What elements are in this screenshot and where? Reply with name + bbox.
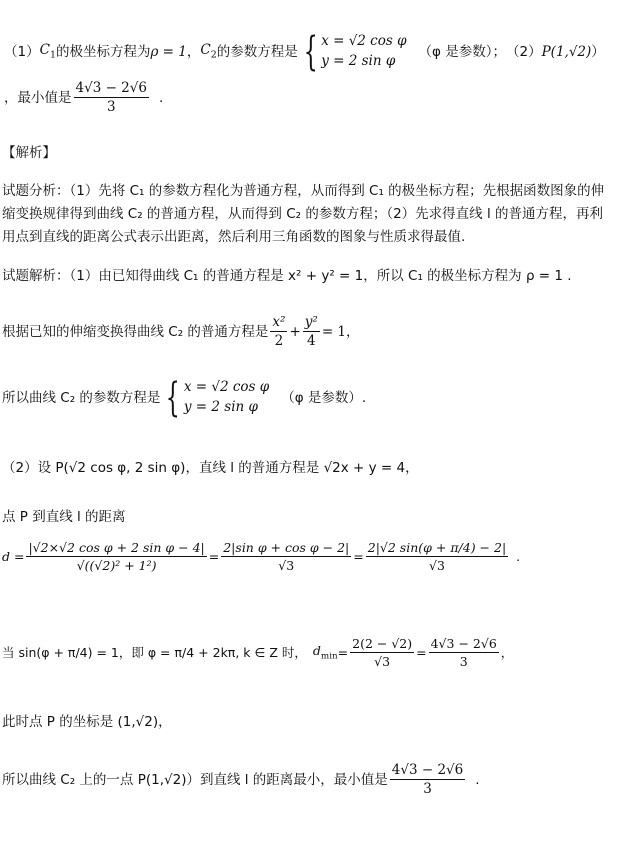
fraction-denominator: √3 (429, 558, 445, 573)
period: . (475, 771, 480, 788)
c2-param-label: 的参数方程是 (216, 43, 298, 60)
fraction-denominator: 3 (106, 99, 116, 116)
min-value-fraction (74, 80, 149, 115)
answer-line-1 (4, 29, 605, 75)
equals-one: = 1， (321, 323, 360, 340)
fraction-denominator: √3 (374, 654, 391, 669)
fraction-denominator: 2 (274, 333, 284, 350)
dmin-fraction-2 (429, 636, 499, 669)
c2-ordinary-label: 根据已知的伸缩变换得曲线 C₂ 的普通方程是 (2, 323, 269, 340)
c2-param-system-2 (160, 375, 270, 421)
left-brace-icon: { (166, 375, 181, 421)
fraction-y2-over-4 (303, 314, 320, 349)
system-row-x: x = √2 cos φ (183, 379, 270, 396)
equals-sign: = (416, 645, 427, 660)
solution-line-4: （2）设 P(√2 cos φ, 2 sin φ)，直线 l 的普通方程是 √2x + y = 4， (2, 460, 419, 476)
c1-symbol: $C_1$ (39, 42, 56, 62)
fraction-denominator: 4 (306, 333, 316, 350)
c1-polar-label: 的极坐标方程为 (55, 43, 151, 60)
fraction-numerator: 2(2 − √2) (352, 636, 413, 651)
analysis-heading: 【解析】 (2, 145, 56, 161)
fraction-denominator: √((√2)² + 1²) (76, 558, 157, 573)
c2-symbol: $C_2$ (200, 42, 217, 62)
analysis-line-1: 试题分析：（1）先将 C₁ 的参数方程化为普通方程，从而得到 C₁ 的极坐标方程；先根据函数图象的伸 (2, 183, 605, 199)
equals-sign: = (337, 645, 349, 660)
rho-equation: ρ = 1 (150, 43, 187, 60)
fraction-x2-over-2 (270, 314, 287, 349)
c2-param-label-2: 所以曲线 C₂ 的参数方程是 (2, 389, 161, 406)
part2-prefix: （2） (506, 43, 542, 60)
analysis-line-2: 缩变换规律得到曲线 C₂ 的普通方程，从而得到 C₂ 的参数方程；（2）先求得直线 l 的普通方程，再利 (2, 206, 604, 222)
distance-fraction-2 (221, 540, 351, 573)
fraction-numerator: 2|sin φ + cos φ − 2| (223, 540, 350, 555)
solution-line-3 (2, 375, 367, 421)
final-conclusion: 所以曲线 C₂ 上的一点 P(1,√2)）到直线 l 的距离最小，最小值是 (2, 771, 388, 788)
fraction-numerator: 4√3 − 2√6 (74, 80, 149, 98)
system-row-x: x = √2 cos φ (321, 33, 407, 50)
fraction-numerator: 4√3 − 2√6 (390, 762, 465, 780)
c2-param-system (298, 29, 407, 75)
part1-prefix: （1） (4, 43, 40, 60)
close-paren: ） (591, 43, 605, 60)
param-note-2: （φ 是参数）. (281, 389, 367, 406)
fraction-numerator: x² (270, 314, 287, 332)
plus-sign: + (289, 323, 301, 340)
left-brace-icon: { (303, 29, 318, 75)
solution-line-2 (2, 314, 360, 349)
dmin-fraction-1 (350, 636, 414, 669)
fraction-denominator: √3 (278, 558, 295, 573)
distance-fraction-1 (26, 540, 206, 573)
d-lhs: d = (2, 549, 25, 564)
solution-line-7: 此时点 P 的坐标是 (1,√2)， (2, 714, 172, 730)
fraction-numerator: y² (303, 314, 320, 332)
point-p: P(1,√2) (541, 43, 592, 60)
period: . (516, 549, 521, 564)
comma: ， (500, 645, 514, 660)
fraction-numerator: 4√3 − 2√6 (430, 636, 497, 651)
distance-formula (2, 540, 520, 573)
equals-sign: = (353, 549, 364, 564)
equals-sign: = (208, 549, 220, 564)
fraction-numerator: 2|√2 sin(φ + π/4) − 2| (367, 540, 507, 555)
distance-fraction-3 (366, 540, 508, 573)
min-label: ，最小值是 (4, 89, 72, 106)
fraction-numerator: |√2×√2 cos φ + 2 sin φ − 4| (28, 540, 205, 555)
solution-line-6 (2, 636, 513, 669)
solution-line-8 (2, 762, 480, 797)
final-min-fraction (390, 762, 465, 797)
min-condition: 当 sin(φ + π/4) = 1，即 φ = π/4 + 2kπ, k ∈ Z 时， (2, 645, 307, 660)
system-row-y: y = 2 sin φ (321, 53, 396, 69)
solution-line-1: 试题解析：（1）由已知得曲线 C₁ 的普通方程是 x² + y² = 1，所以 C₁ 的极坐标方程为 ρ = 1 . (2, 268, 572, 284)
analysis-line-3: 用点到直线的距离公式表示出距离，然后利用三角函数的图象与性质求得最值. (2, 229, 466, 245)
solution-line-5: 点 P 到直线 l 的距离 (2, 509, 126, 525)
answer-line-2 (4, 80, 163, 115)
fraction-denominator: 3 (423, 781, 432, 798)
comma: ， (186, 43, 201, 60)
period: . (158, 89, 164, 106)
d-min-symbol: $d_{min}$ (312, 643, 338, 662)
system-row-y: y = 2 sin φ (183, 399, 258, 415)
fraction-denominator: 3 (459, 654, 468, 669)
param-note: （φ 是参数）； (418, 43, 506, 60)
